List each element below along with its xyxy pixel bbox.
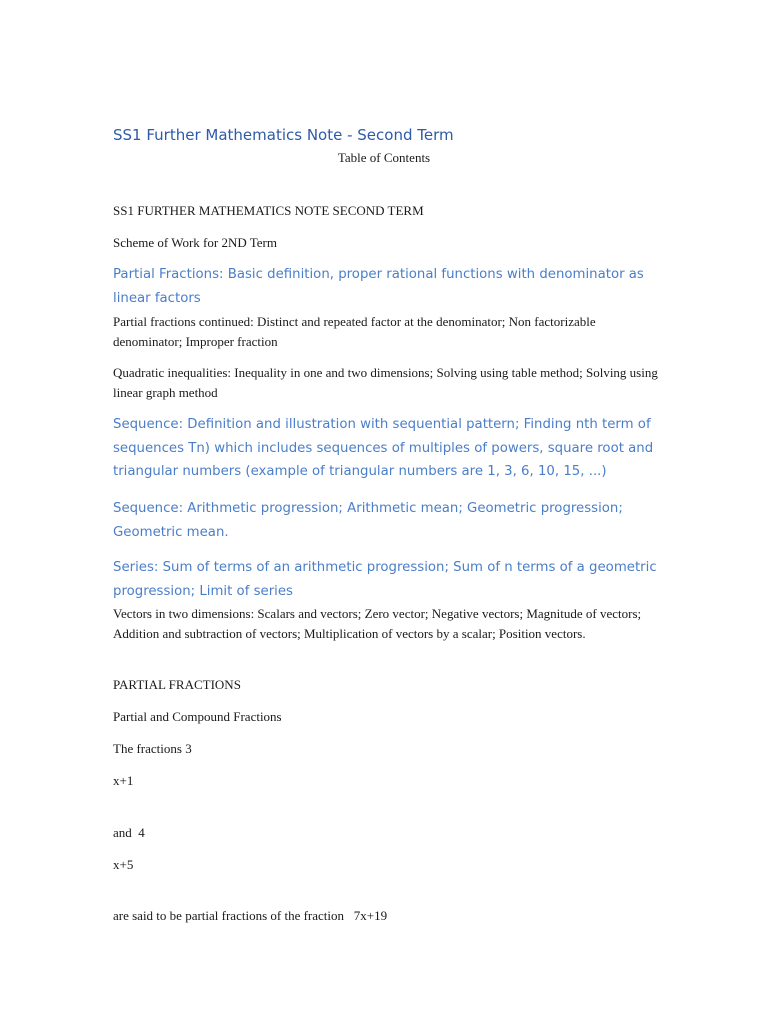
heading-partial-fractions: Partial Fractions: Basic definition, proper rational functions with denominator as linear factors	[113, 267, 644, 306]
x-plus-1: x+1	[113, 773, 134, 788]
heading-sequence-progressions: Sequence: Arithmetic progression; Arithmetic mean; Geometric progression; Geometric mean.	[113, 501, 623, 540]
partial-fractions-continued: Partial fractions continued: Distinct and repeated factor at the denominator; Non factorizable denominator; Improper fraction	[113, 314, 596, 349]
and-4: and 4	[113, 825, 145, 840]
scheme-of-work: Scheme of Work for 2ND Term	[113, 235, 277, 250]
main-heading: SS1 FURTHER MATHEMATICS NOTE SECOND TERM	[113, 203, 424, 218]
document-title: SS1 Further Mathematics Note - Second Term	[113, 126, 454, 144]
table-of-contents-label: Table of Contents	[337, 150, 431, 165]
partial-compound-fractions: Partial and Compound Fractions	[113, 709, 282, 724]
fractions-3: The fractions 3	[113, 741, 192, 756]
heading-sequence-definition: Sequence: Definition and illustration with sequential pattern; Finding nth term of sequences Tn) which includes sequences of multiples of powers, square root and triangular numbers (example of triangular numbers are 1, 3, 6, 10, 15, ...)	[113, 417, 654, 479]
heading-series: Series: Sum of terms of an arithmetic progression; Sum of n terms of a geometric progression; Limit of series	[113, 560, 657, 599]
partial-fractions-of: are said to be partial fractions of the fraction 7x+19	[113, 908, 388, 923]
x-plus-5: x+5	[113, 857, 134, 872]
partial-fractions-caps: PARTIAL FRACTIONS	[113, 677, 241, 692]
vectors-paragraph: Vectors in two dimensions: Scalars and vectors; Zero vector; Negative vectors; Magnitude of vectors; Addition and subtraction of vectors; Multiplication of vectors by a scalar; Position vectors.	[113, 606, 642, 641]
quadratic-inequalities: Quadratic inequalities: Inequality in one and two dimensions; Solving using table method; Solving using linear graph method	[113, 365, 658, 400]
